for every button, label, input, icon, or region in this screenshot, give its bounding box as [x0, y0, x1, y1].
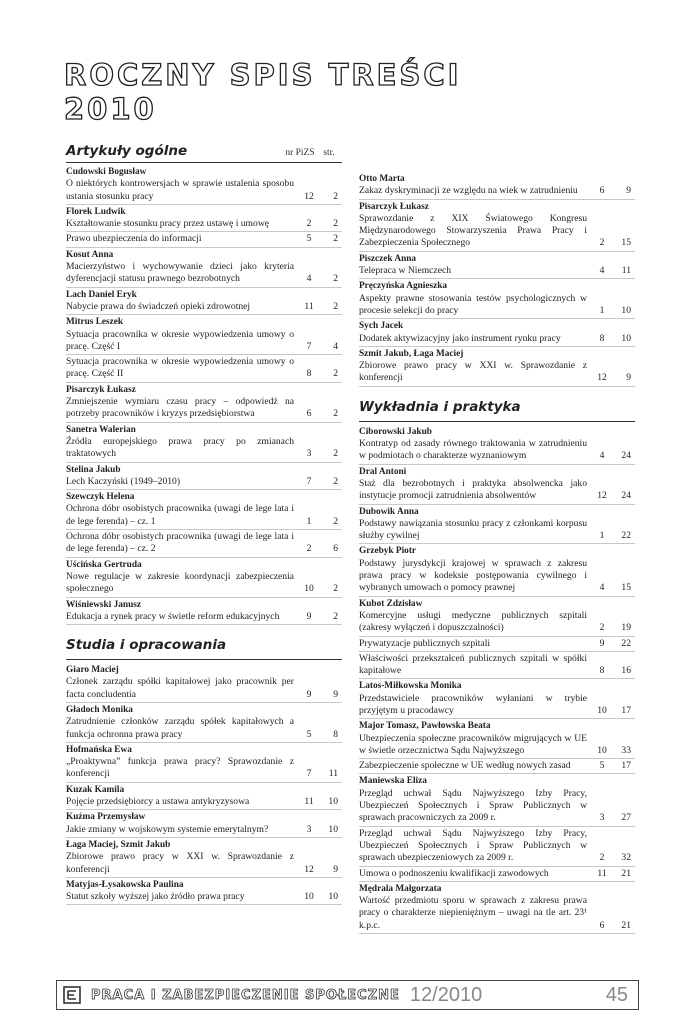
- toc-entry: [359, 720, 635, 774]
- toc-item: [66, 716, 342, 743]
- toc-entry: [359, 253, 635, 280]
- item-title: Zbiorowe prawo pracy w XXI w. Sprawozdanie z konferencji: [66, 851, 294, 875]
- author-name: Florek Ludwik: [66, 206, 126, 217]
- toc-entry: [66, 784, 342, 811]
- issue-nr: 4: [599, 582, 605, 594]
- author-name: Kosut Anna: [66, 249, 114, 260]
- page-nr: 21: [621, 867, 631, 879]
- page-nr: 10: [328, 891, 338, 903]
- page-nr: 10: [328, 823, 338, 835]
- toc-entry: [359, 680, 635, 719]
- issue-nr: 1: [599, 530, 605, 542]
- item-title: Statut szkoły wyższej jako źródło prawa pracy: [66, 891, 245, 903]
- author-name: Dubowik Anna: [359, 506, 419, 517]
- toc-item: [66, 531, 342, 558]
- toc-entry: [359, 201, 635, 252]
- issue-nr: 4: [599, 450, 605, 462]
- toc-item: [66, 756, 342, 783]
- page-title: [64, 58, 461, 126]
- toc-entry: [66, 811, 342, 838]
- author-name: Pisarczyk Łukasz: [359, 201, 429, 212]
- toc-item: [359, 828, 635, 867]
- page-nr: 2: [333, 475, 338, 487]
- toc-item: [66, 301, 342, 315]
- author-name: Hofmańska Ewa: [66, 744, 132, 755]
- issue-nr: 4: [306, 273, 312, 285]
- toc-entry: [66, 664, 342, 703]
- page-nr: 2: [333, 583, 338, 595]
- toc-entry: [359, 173, 635, 200]
- author-name: Ciborowski Jakub: [359, 426, 432, 437]
- author-name: Kuzak Kamila: [66, 784, 125, 795]
- page-number: 45: [605, 983, 628, 1006]
- item-title: Ubezpieczenia społeczne pracowników migrujących w UE w świetle orzecznictwa Sądu Najwyższego: [359, 732, 587, 756]
- item-title: Prawo ubezpieczenia do informacji: [66, 233, 202, 245]
- toc-item: [359, 610, 635, 637]
- issue-nr: 11: [597, 867, 607, 879]
- section-heading-wykladnia: [359, 399, 635, 422]
- page-nr: 11: [621, 265, 631, 277]
- toc-entry: [359, 426, 635, 465]
- issue-nr: 2: [599, 237, 605, 249]
- item-title: Wartość przedmiotu sporu w sprawach z zakresu prawa pracy o charakterze niepieniężnym – uwagi na tle art. 23¹ k.p.c.: [359, 895, 587, 931]
- toc-entry: [66, 166, 342, 205]
- issue-nr: 1: [306, 515, 312, 527]
- item-title: Źródła europejskiego prawa pracy po zmianach traktatowych: [66, 435, 294, 460]
- issue-nr: 12: [597, 490, 607, 502]
- toc-item: [359, 213, 635, 252]
- item-title: Macierzyństwo i wychowywanie dzieci jako kryteria dyferencjacji statusu prawnego bezrobotnych: [66, 261, 294, 285]
- toc-item: [359, 788, 635, 827]
- page-nr: 27: [621, 812, 631, 824]
- page-nr: 2: [333, 408, 338, 420]
- issue-nr: 10: [597, 744, 607, 756]
- issue-nr: 9: [599, 637, 605, 649]
- toc-entry: [359, 280, 635, 319]
- toc-item: [359, 638, 635, 652]
- toc-item: [359, 895, 635, 934]
- page-nr: 33: [621, 744, 631, 756]
- journal-logo-icon: [63, 986, 81, 1004]
- page-nr: 17: [621, 760, 631, 772]
- author-name: Matyjas-Łysakowska Paulina: [66, 879, 184, 890]
- page-nr: 10: [328, 796, 338, 808]
- issue-nr: 3: [306, 823, 312, 835]
- author-name: Maniewska Eliza: [359, 776, 427, 787]
- issue-nr: 9: [306, 688, 312, 700]
- toc-item: [359, 333, 635, 347]
- author-name: Dral Antoni: [359, 466, 407, 477]
- toc-entry: [66, 316, 342, 382]
- item-title: Staż dla bezrobotnych i praktyka absolwencka jako instytucje promocji zatrudnienia absolwentów: [359, 477, 587, 502]
- page-nr: 21: [621, 919, 631, 931]
- toc-item: [359, 760, 635, 774]
- author-name: Mitrus Leszek: [66, 317, 124, 328]
- issue-number: 12/2010: [409, 983, 483, 1006]
- toc-entry: [359, 466, 635, 505]
- item-title: Zabezpieczenie społeczne w UE według nowych zasad: [359, 760, 571, 772]
- issue-nr: 12: [304, 863, 314, 875]
- page-nr: 4: [333, 340, 338, 352]
- toc-entry: [66, 879, 342, 906]
- issue-nr: 5: [306, 233, 312, 245]
- toc-entry: [66, 599, 342, 626]
- toc-entry: [359, 598, 635, 680]
- item-title: Kontratyp od zasady równego traktowania w zatrudnieniu w podmiotach o charakterze wyznaniowym: [359, 438, 587, 462]
- author-name: Piszczek Anna: [359, 253, 417, 264]
- issue-nr: 7: [306, 340, 312, 352]
- toc-entry: [66, 704, 342, 743]
- toc-item: [66, 676, 342, 703]
- item-title: Ochrona dóbr osobistych pracownika (uwagi de lege lata i de lege ferenda) – cz. 1: [66, 503, 294, 527]
- item-title: Sprawozdanie z XIX Światowego Kongresu Międzynarodowego Stowarzyszenia Prawa Pracy i Zabezpieczenia Społecznego: [359, 212, 587, 249]
- toc-entry: [66, 839, 342, 878]
- author-name: Stelina Jakub: [66, 464, 121, 475]
- toc-item: [359, 518, 635, 545]
- item-title: Jakie zmiany w wojskowym systemie emerytalnym?: [66, 823, 269, 835]
- section-title: Studia i opracowania: [66, 637, 227, 654]
- issue-nr: 2: [599, 852, 605, 864]
- author-name: Uścińska Gertruda: [66, 559, 142, 570]
- section-heading-ogolne: [66, 143, 342, 163]
- toc-item: [359, 185, 635, 199]
- page-nr: 2: [333, 448, 338, 460]
- toc-item: [359, 653, 635, 680]
- toc-item: [66, 851, 342, 878]
- item-title: Przegląd uchwał Sądu Najwyższego Izby Pracy, Ubezpieczeń Społecznych i Spraw Publicznych w sprawach ubezpieczeniowych za 2009 r.: [359, 827, 587, 864]
- column-header-str: str.: [323, 148, 335, 158]
- author-name: Łaga Maciej, Szmit Jakub: [66, 839, 171, 850]
- item-title: Członek zarządu spółki kapitałowej jako pracownik per facta concludentia: [66, 676, 294, 700]
- toc-item: [66, 891, 342, 905]
- item-title: Kształtowanie stosunku pracy przez ustawę i umowę: [66, 218, 270, 230]
- author-name: Otto Marta: [359, 174, 405, 184]
- page-nr: 6: [333, 543, 338, 555]
- item-title: Podstawy jurysdykcji krajowej w sprawach z zakresu prawa pracy w kodeksie postępowania cywilnego i wybranych umowach o pomocy prawnej: [359, 557, 587, 594]
- toc-item: [66, 218, 342, 232]
- issue-nr: 5: [599, 760, 605, 772]
- toc-item: [66, 261, 342, 288]
- page-nr: 22: [621, 637, 631, 649]
- issue-nr: 2: [599, 622, 605, 634]
- issue-nr: 2: [306, 543, 312, 555]
- toc-entry: [359, 320, 635, 347]
- author-name: Szmit Jakub, Łaga Maciej: [359, 348, 464, 359]
- toc-item: [66, 611, 342, 625]
- toc-item: [359, 438, 635, 465]
- page-nr: 2: [333, 233, 338, 245]
- item-title: Podstawy nawiązania stosunku pracy z członkami korpusu służby cywilnej: [359, 517, 587, 542]
- toc-item: [66, 233, 342, 247]
- page-nr: 2: [333, 300, 338, 312]
- item-title: Sytuacja pracownika w okresie wypowiedzenia umowy o pracę. Część I: [66, 328, 294, 352]
- page-nr: 11: [328, 768, 338, 780]
- toc-item: [359, 478, 635, 505]
- issue-nr: 3: [599, 812, 605, 824]
- page-nr: 22: [621, 530, 631, 542]
- toc-entry: [66, 289, 342, 316]
- issue-nr: 4: [599, 265, 605, 277]
- toc-item: [359, 693, 635, 720]
- author-name: Giaro Maciej: [66, 665, 119, 676]
- toc-entry: [66, 206, 342, 248]
- issue-nr: 10: [597, 704, 607, 716]
- item-title: Pojęcie przedsiębiorcy a ustawa antykryzysowa: [66, 796, 250, 808]
- item-title: O niektórych kontrowersjach w sprawie ustalenia sposobu ustania stosunku pracy: [66, 178, 294, 202]
- left-column: [66, 143, 342, 906]
- item-title: Przedstawiciele pracowników wyłaniani w trybie przyjętym u pracodawcy: [359, 692, 587, 716]
- page-nr: 9: [333, 863, 338, 875]
- toc-item: [66, 796, 342, 810]
- page-title-line2: 2010: [64, 92, 157, 126]
- page-nr: 15: [621, 582, 631, 594]
- toc-entry: [359, 775, 635, 881]
- page-nr: 9: [626, 185, 631, 197]
- page-nr: 9: [333, 688, 338, 700]
- page-nr: 2: [333, 273, 338, 285]
- author-name: Pręczyńska Agnieszka: [359, 281, 448, 292]
- toc-entry: [359, 506, 635, 545]
- item-title: Umowa o podnoszeniu kwalifikacji zawodowych: [359, 867, 549, 879]
- author-name: Gładoch Monika: [66, 704, 133, 715]
- author-name: Lach Daniel Eryk: [66, 289, 137, 300]
- section-title: Wykładnia i praktyka: [359, 398, 521, 415]
- author-name: Wiśniewski Janusz: [66, 599, 142, 610]
- toc-entry: [66, 464, 342, 491]
- issue-nr: 12: [597, 372, 607, 384]
- toc-entry: [66, 249, 342, 288]
- item-title: Telepraca w Niemczech: [359, 265, 452, 277]
- toc-item: [359, 360, 635, 387]
- toc-item: [359, 558, 635, 597]
- page-nr: 24: [621, 450, 631, 462]
- author-name: Szewczyk Helena: [66, 492, 135, 503]
- issue-nr: 7: [306, 475, 312, 487]
- page-nr: 2: [333, 218, 338, 230]
- issue-nr: 1: [599, 304, 605, 316]
- item-title: Dodatek aktywizacyjny jako instrument rynku pracy: [359, 332, 561, 344]
- toc-item: [359, 265, 635, 279]
- section-heading-studia: [66, 637, 342, 660]
- right-column: [359, 172, 635, 935]
- page-nr: 15: [621, 237, 631, 249]
- issue-nr: 5: [306, 728, 312, 740]
- item-title: „Proaktywna” funkcja prawa pracy? Sprawozdanie z konferencji: [66, 756, 294, 780]
- toc-entry: [359, 348, 635, 387]
- page-nr: 17: [621, 704, 631, 716]
- issue-nr: 10: [304, 891, 314, 903]
- toc-item: [66, 178, 342, 205]
- author-name: Latos-Miłkowska Monika: [359, 681, 462, 692]
- toc-entry: [66, 384, 342, 423]
- toc-item: [66, 476, 342, 490]
- page-nr: 19: [621, 622, 631, 634]
- section-title: Artykuły ogólne: [66, 143, 188, 159]
- issue-nr: 3: [306, 448, 312, 460]
- page-nr: 10: [621, 332, 631, 344]
- issue-nr: 11: [304, 796, 314, 808]
- page-nr: 32: [621, 852, 631, 864]
- issue-nr: 6: [306, 408, 312, 420]
- author-name: Cudowski Bogusław: [66, 167, 147, 177]
- item-title: Prywatyzacje publicznych szpitali: [359, 637, 491, 649]
- issue-nr: 11: [304, 300, 314, 312]
- toc-entry: [66, 491, 342, 557]
- toc-item: [66, 824, 342, 838]
- toc-item: [359, 868, 635, 882]
- page-nr: 16: [621, 665, 631, 677]
- item-title: Ochrona dóbr osobistych pracownika (uwagi de lege lata i de lege ferenda) – cz. 2: [66, 531, 294, 555]
- item-title: Lech Kaczyński (1949–2010): [66, 475, 181, 487]
- issue-nr: 6: [599, 185, 605, 197]
- issue-nr: 9: [306, 610, 312, 622]
- column-headers: [284, 148, 342, 159]
- item-title: Zmniejszenie wymiaru czasu pracy – odpowiedź na potrzeby pracowników i kryzys przedsiębiorstwa: [66, 396, 294, 420]
- issue-nr: 8: [599, 332, 605, 344]
- toc-item: [66, 356, 342, 383]
- author-name: Kubot Zdzisław: [359, 598, 423, 609]
- author-name: Grzebyk Piotr: [359, 546, 417, 557]
- toc-item: [359, 293, 635, 320]
- item-title: Przegląd uchwał Sądu Najwyższego Izby Pracy, Ubezpieczeń Społecznych i Spraw Publicznych w sprawach pracowniczych za 2009 r.: [359, 787, 587, 824]
- column-header-nr: nr PiZS: [285, 148, 315, 158]
- author-name: Sanetra Walerian: [66, 424, 136, 435]
- item-title: Właściwości przekształceń publicznych szpitali w spółki kapitałowe: [359, 652, 587, 677]
- author-name: Kuźma Przemysław: [66, 812, 146, 823]
- toc-item: [66, 329, 342, 356]
- toc-entry: [359, 883, 635, 934]
- toc-entry: [66, 424, 342, 463]
- page-nr: 2: [333, 190, 338, 202]
- toc-item: [359, 733, 635, 760]
- author-name: Sych Jacek: [359, 321, 404, 332]
- item-title: Nabycie prawa do świadczeń opieki zdrowotnej: [66, 300, 251, 312]
- issue-nr: 2: [306, 218, 312, 230]
- item-title: Aspekty prawne stosowania testów psychologicznych w procesie selekcji do pracy: [359, 292, 587, 316]
- author-name: Mędrala Małgorzata: [359, 883, 442, 894]
- issue-nr: 6: [599, 919, 605, 931]
- author-name: Pisarczyk Łukasz: [66, 384, 136, 395]
- item-title: Zbiorowe prawo pracy w XXI w. Sprawozdanie z konferencji: [359, 360, 587, 384]
- toc-item: [66, 571, 342, 598]
- item-title: Nowe regulacje w zakresie koordynacji zabezpieczenia społecznego: [66, 570, 294, 595]
- item-title: Sytuacja pracownika w okresie wypowiedzenia umowy o pracę. Część II: [66, 356, 294, 380]
- item-title: Komercyjne usługi medyczne publicznych szpitali (zakresy wyłączeń i dopuszczalności): [359, 609, 587, 634]
- toc-item: [66, 436, 342, 463]
- issue-nr: 10: [304, 583, 314, 595]
- toc-item: [66, 503, 342, 530]
- page-nr: 2: [333, 610, 338, 622]
- issue-nr: 8: [599, 665, 605, 677]
- item-title: Zakaz dyskryminacji ze względu na wiek w zatrudnieniu: [359, 185, 578, 197]
- page-title-line1: ROCZNY SPIS TREŚCI: [64, 58, 462, 92]
- journal-name: PRACA I ZABEZPIECZENIE SPOŁECZNE: [91, 987, 400, 1003]
- issue-nr: 12: [304, 190, 314, 202]
- issue-nr: 7: [306, 768, 312, 780]
- page-nr: 2: [333, 368, 338, 380]
- item-title: Edukacja a rynek pracy w świetle reform edukacyjnych: [66, 610, 280, 622]
- page-nr: 2: [333, 515, 338, 527]
- item-title: Zatrudnienie członków zarządu spółek kapitałowych a funkcja ochronna prawa pracy: [66, 716, 294, 740]
- toc-entry: [66, 744, 342, 783]
- issue-nr: 8: [306, 368, 312, 380]
- author-name: Major Tomasz, Pawłowska Beata: [359, 721, 491, 732]
- page-nr: 8: [333, 728, 338, 740]
- page-nr: 9: [626, 372, 631, 384]
- toc-entry: [66, 559, 342, 598]
- footer: [56, 980, 639, 1010]
- toc-item: [66, 396, 342, 423]
- page-nr: 24: [621, 490, 631, 502]
- toc-entry: [359, 545, 635, 596]
- page-nr: 10: [621, 304, 631, 316]
